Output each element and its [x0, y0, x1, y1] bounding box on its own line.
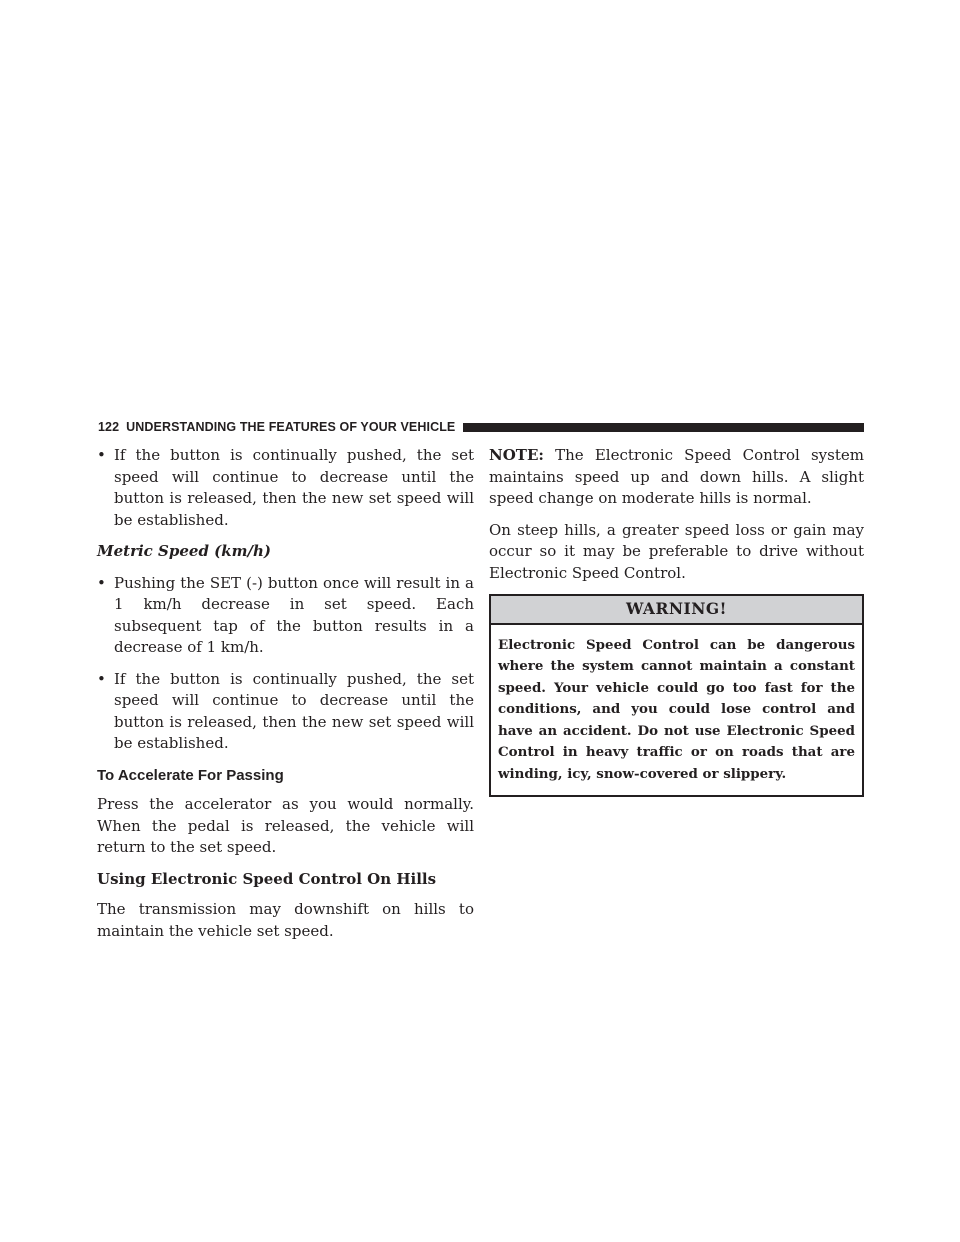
hills-heading: Using Electronic Speed Control On Hills	[97, 869, 437, 888]
metric-speed-heading: Metric Speed (km/h)	[97, 542, 271, 560]
note-label: NOTE:	[489, 446, 544, 464]
warning-text: Electronic Speed Control can be dangerous where the system cannot maintain a constant speed. Your vehicle could go too fast for the conditions, and you could lose control and have an accident. Do not use Electronic Speed Control in heavy traffic or on roads that are winding, icy, snow-covered or slippery.	[498, 636, 855, 782]
page-number: 122	[98, 420, 120, 434]
steep-hills-paragraph: On steep hills, a greater speed loss or gain may occur so it may be preferable to drive without Electronic Speed Control.	[489, 520, 864, 582]
bullet-icon: •	[97, 573, 106, 592]
left-column	[97, 445, 474, 952]
note-text: The Electronic Speed Control system maintains speed up and down hills. A slight speed change on moderate hills is normal.	[489, 446, 864, 507]
bullet-icon: •	[97, 669, 106, 688]
page-header	[98, 417, 864, 437]
note-paragraph	[489, 445, 864, 510]
header-rule	[463, 423, 864, 432]
bullet-text: If the button is continually pushed, the set speed will continue to decrease until the button is released, then the new set speed will be established.	[114, 446, 474, 529]
hills-paragraph: The transmission may downshift on hills to maintain the vehicle set speed.	[97, 900, 474, 940]
list-item	[97, 573, 474, 659]
list-item	[97, 445, 474, 531]
right-column	[489, 445, 864, 797]
warning-box	[489, 594, 864, 797]
warning-title: WARNING!	[491, 596, 862, 625]
bullet-icon: •	[97, 446, 106, 464]
bullet-text: If the button is continually pushed, the set speed will continue to decrease until the button is released, then the new set speed will be established.	[114, 669, 474, 752]
passing-heading: To Accelerate For Passing	[97, 766, 284, 784]
list-item	[97, 669, 474, 755]
bullet-text: Pushing the SET (-) button once will result in a 1 km/h decrease in set speed. Each subsequent tap of the button results in a decrease of 1 km/h.	[114, 573, 474, 656]
section-title: UNDERSTANDING THE FEATURES OF YOUR VEHICLE	[126, 420, 456, 434]
passing-paragraph: Press the accelerator as you would normally. When the pedal is released, the vehicle will return to the set speed.	[97, 795, 474, 856]
